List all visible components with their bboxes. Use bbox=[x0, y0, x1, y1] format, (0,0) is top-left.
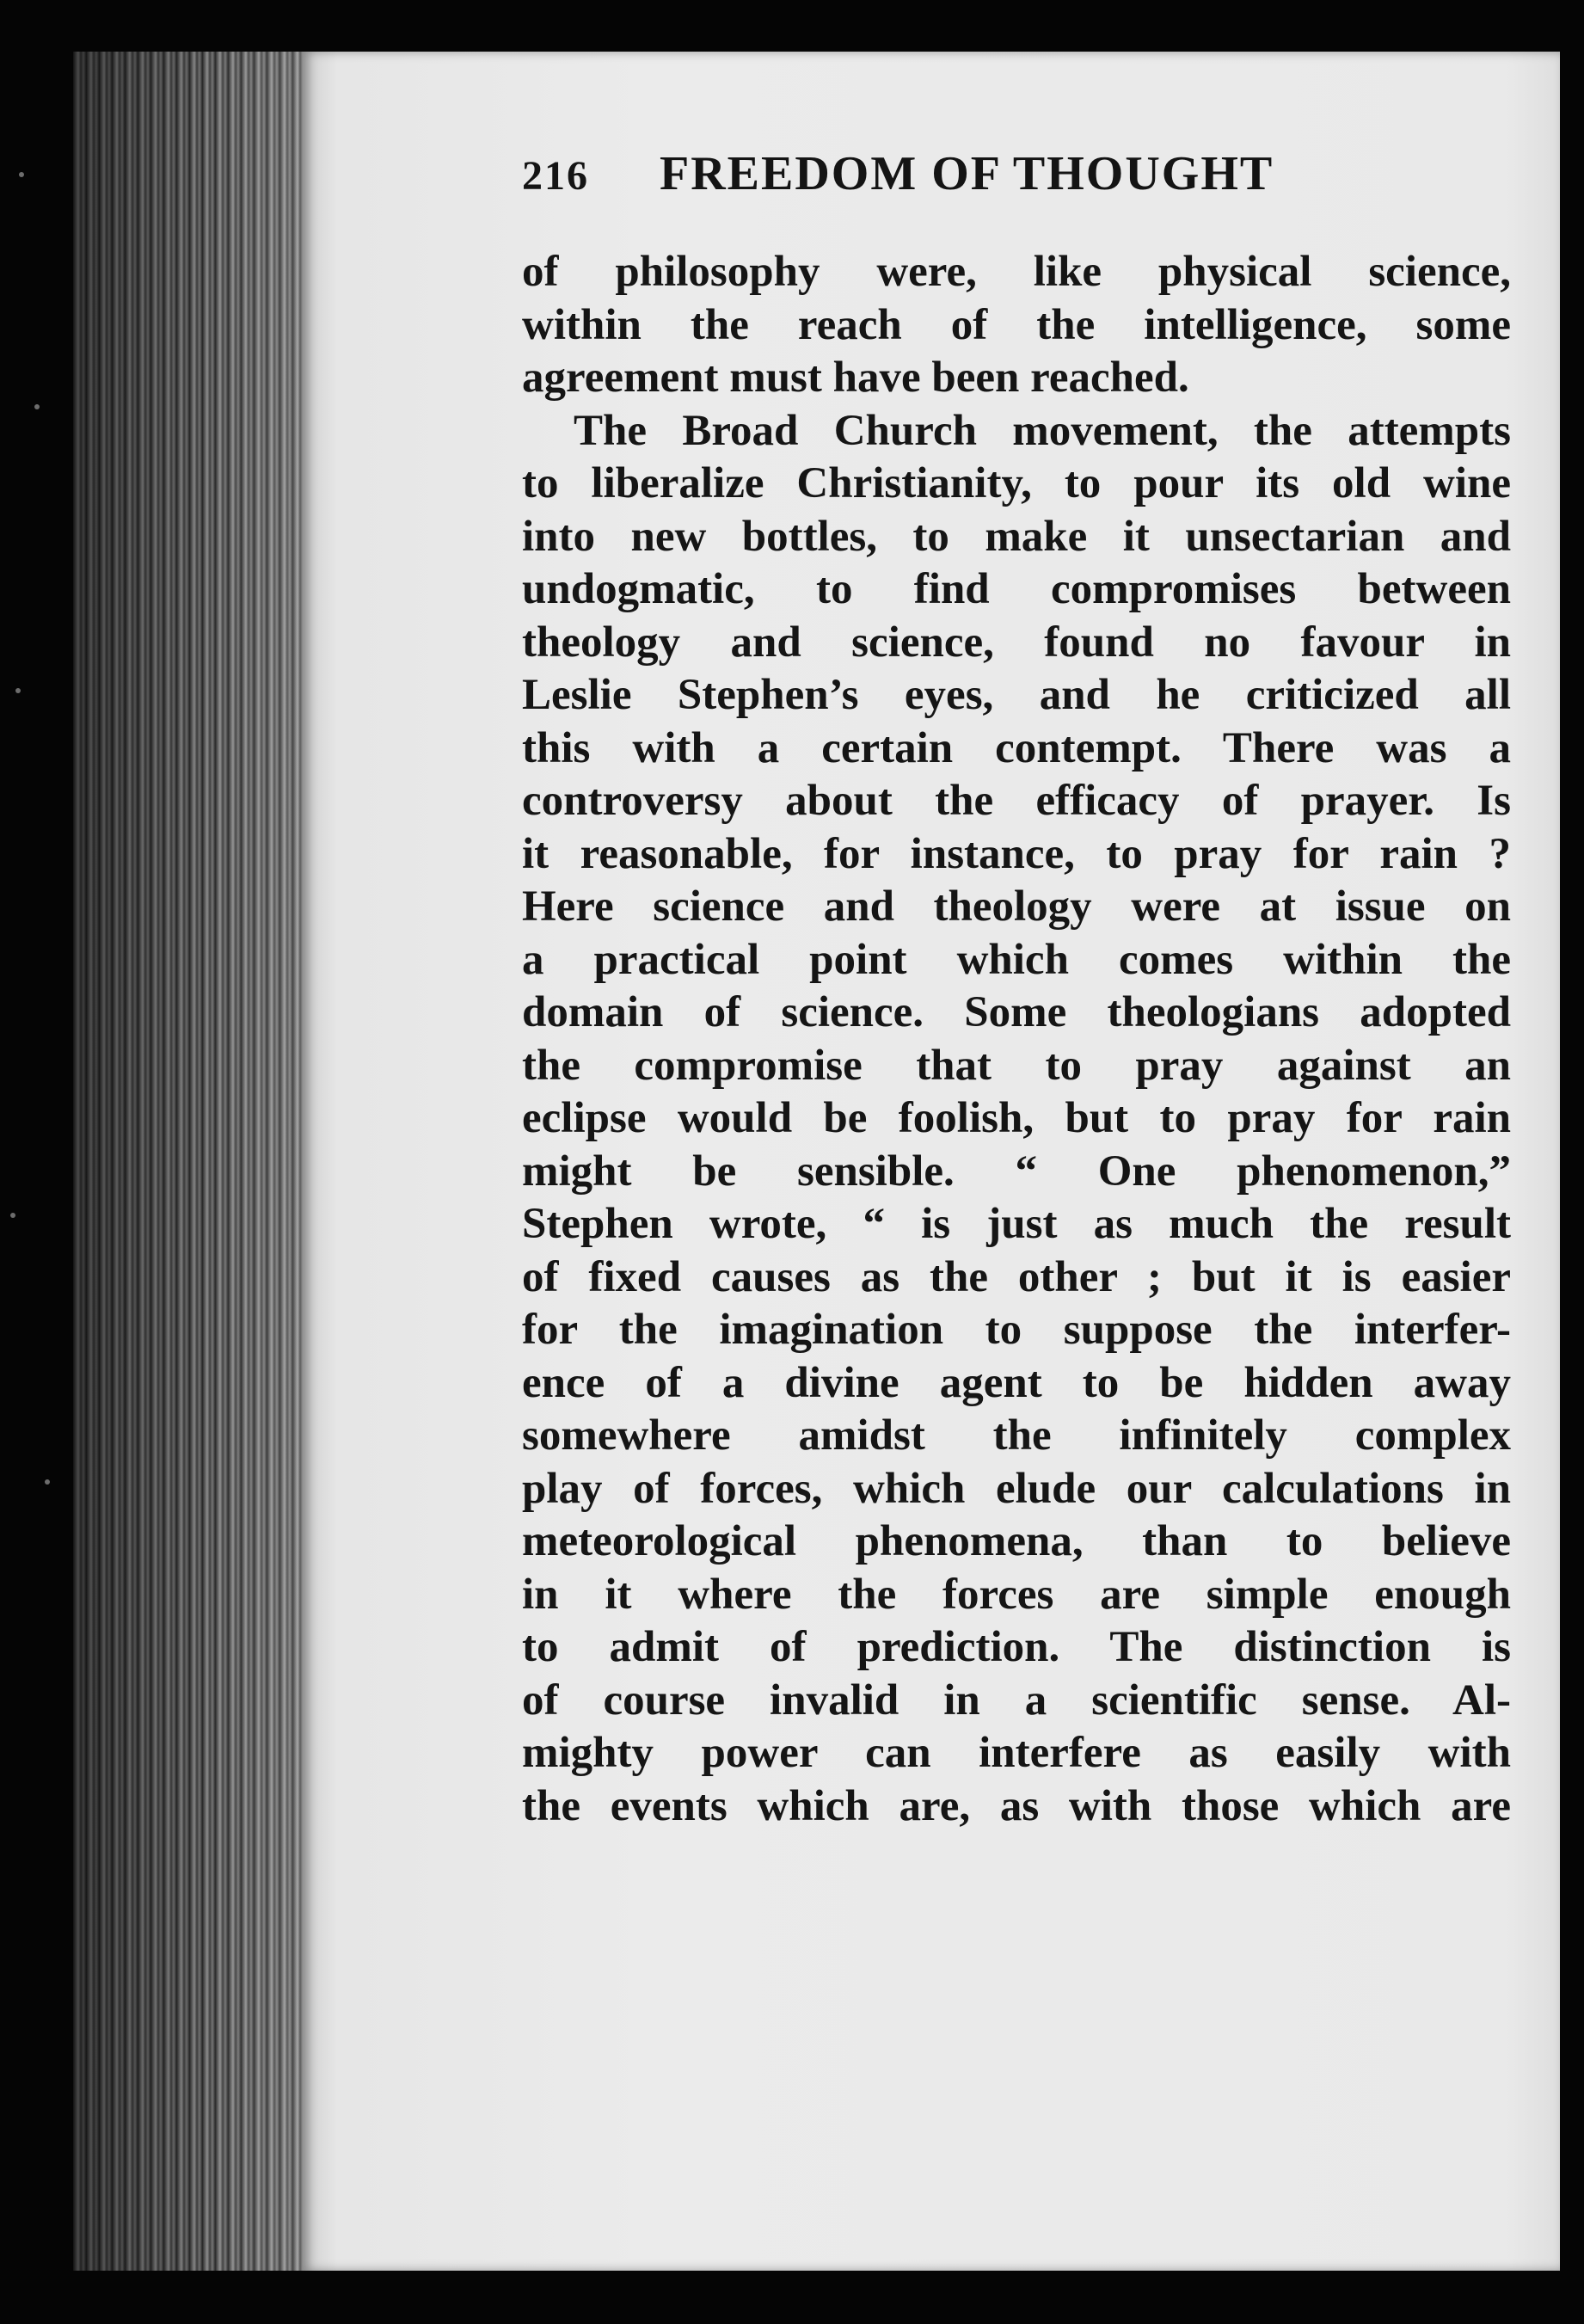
text-line: undogmatic, to find compromises between bbox=[522, 565, 1511, 613]
text-line: eclipse would be foolish, but to pray for rain bbox=[522, 1094, 1511, 1142]
text-line: to admit of prediction. The distinction is bbox=[522, 1623, 1511, 1671]
text-line: the events which are, as with those which are bbox=[522, 1781, 1511, 1830]
text-line: within the reach of the intelligence, some bbox=[522, 300, 1511, 349]
text-line: theology and science, found no favour in bbox=[522, 618, 1511, 667]
text-line: agreement must have been reached. bbox=[522, 354, 1189, 402]
text-line: of course invalid in a scientific sense. Al- bbox=[522, 1675, 1511, 1725]
text-line: might be sensible. “ One phenomenon,” bbox=[522, 1147, 1511, 1196]
dust-speck bbox=[19, 172, 24, 177]
dust-speck bbox=[10, 1213, 15, 1218]
text-line: The Broad Church movement, the attempts bbox=[574, 406, 1511, 455]
text-line: in it where the forces are simple enough bbox=[522, 1570, 1511, 1619]
text-line: mighty power can interfere as easily with bbox=[522, 1729, 1511, 1777]
text-line: Here science and theology were at issue on bbox=[522, 882, 1511, 931]
text-line: to liberalize Christianity, to pour its old wine bbox=[522, 459, 1511, 507]
text-line: controversy about the efficacy of prayer. Is bbox=[522, 777, 1511, 825]
page-edges bbox=[73, 52, 305, 2271]
book-page bbox=[303, 52, 1560, 2271]
text-line: meteorological phenomena, than to believe bbox=[522, 1517, 1511, 1565]
text-line: the compromise that to pray against an bbox=[522, 1041, 1511, 1090]
text-line: for the imagination to suppose the interfer- bbox=[522, 1306, 1511, 1354]
text-line: into new bottles, to make it unsectarian and bbox=[522, 512, 1511, 561]
page-header bbox=[522, 146, 1537, 201]
running-title: FREEDOM OF THOUGHT bbox=[660, 147, 1274, 200]
dust-speck bbox=[45, 1479, 50, 1485]
dust-speck bbox=[34, 404, 40, 409]
text-line: of fixed causes as the other ; but it is easier bbox=[522, 1252, 1511, 1301]
text-line: Leslie Stephen’s eyes, and he criticized all bbox=[522, 671, 1511, 719]
text-line: somewhere amidst the infinitely complex bbox=[522, 1411, 1511, 1460]
body-text bbox=[522, 246, 1511, 1833]
text-line: Stephen wrote, “ is just as much the result bbox=[522, 1200, 1511, 1248]
page-number: 216 bbox=[522, 153, 589, 199]
dust-speck bbox=[15, 688, 21, 693]
text-line: ence of a divine agent to be hidden away bbox=[522, 1358, 1511, 1407]
text-line: it reasonable, for instance, to pray for rain ? bbox=[522, 829, 1511, 878]
text-line: a practical point which comes within the bbox=[522, 935, 1511, 984]
text-line: domain of science. Some theologians adopted bbox=[522, 988, 1511, 1036]
text-line: of philosophy were, like physical science, bbox=[522, 248, 1511, 296]
text-line: this with a certain contempt. There was a bbox=[522, 723, 1511, 772]
text-line: play of forces, which elude our calculations in bbox=[522, 1464, 1511, 1513]
